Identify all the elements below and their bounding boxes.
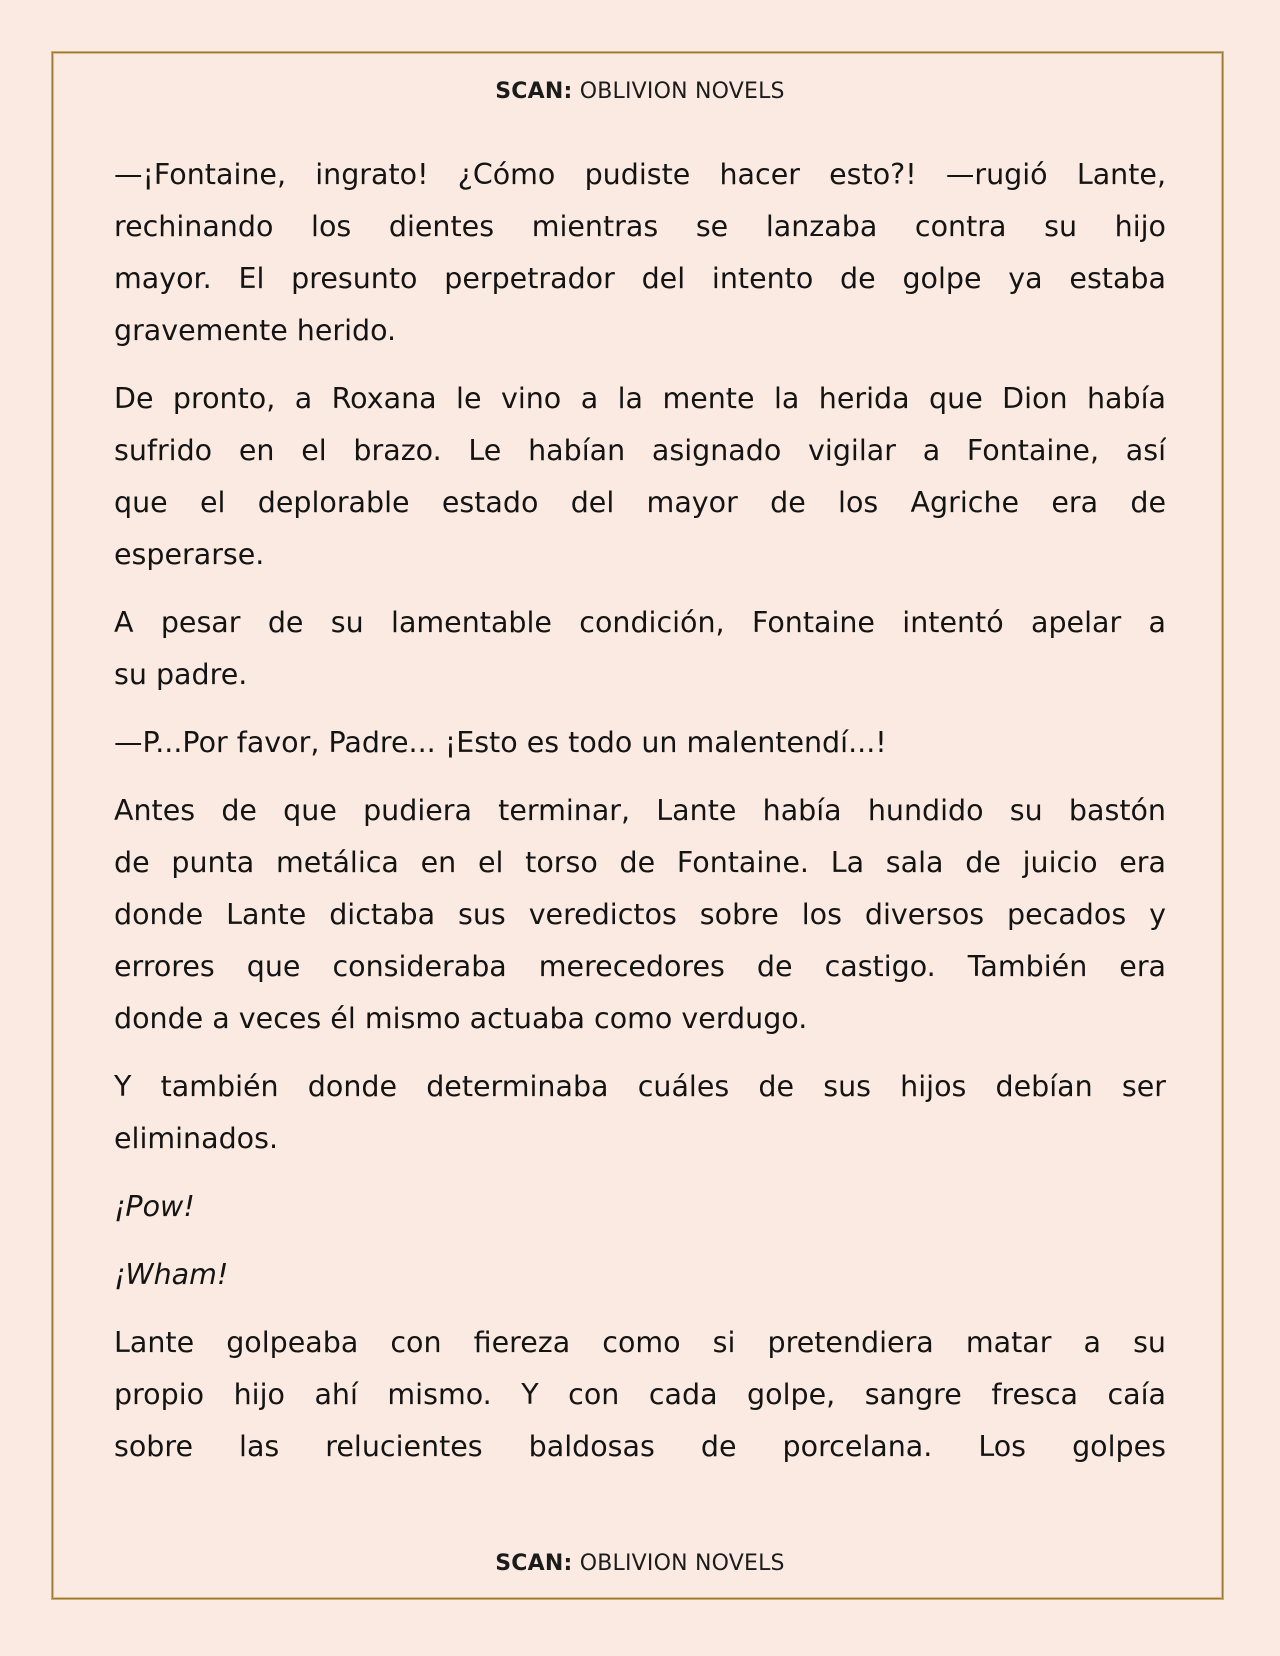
text-line: gravemente herido. bbox=[114, 314, 397, 347]
text-line: —P...Por favor, Padre... ¡Esto es todo un malentendí...! bbox=[114, 726, 887, 759]
text-line: sobre las relucientes baldosas de porcelana. Los golpes bbox=[114, 1430, 1166, 1463]
text-line: eliminados. bbox=[114, 1122, 279, 1155]
header-group-name: OBLIVION NOVELS bbox=[572, 79, 785, 104]
text-line: ¡Wham! bbox=[114, 1258, 229, 1291]
paragraph-sound-wham bbox=[114, 1249, 1166, 1301]
text-line: donde a veces él mismo actuaba como verdugo. bbox=[114, 1002, 808, 1035]
text-line: sufrido en el brazo. Le habían asignado vigilar a Fontaine, así bbox=[114, 434, 1166, 467]
paragraph-6 bbox=[114, 1061, 1166, 1165]
text-line: rechinando los dientes mientras se lanzaba contra su hijo bbox=[114, 210, 1166, 243]
text-line: donde Lante dictaba sus veredictos sobre los diversos pecados y bbox=[114, 898, 1166, 931]
text-line: esperarse. bbox=[114, 538, 265, 571]
header-scan-label: SCAN: bbox=[495, 79, 573, 104]
text-line: propio hijo ahí mismo. Y con cada golpe, sangre fresca caía bbox=[114, 1378, 1166, 1411]
paragraph-2 bbox=[114, 373, 1166, 581]
footer-group-name: OBLIVION NOVELS bbox=[572, 1551, 785, 1576]
paragraph-sound-pow bbox=[114, 1181, 1166, 1233]
text-line: Y también donde determinaba cuáles de sus hijos debían ser bbox=[114, 1070, 1166, 1103]
text-line: A pesar de su lamentable condición, Fontaine intentó apelar a bbox=[114, 606, 1166, 639]
text-line: errores que consideraba merecedores de castigo. También era bbox=[114, 950, 1166, 983]
page-body bbox=[114, 149, 1166, 1489]
footer-scan-label: SCAN: bbox=[495, 1551, 573, 1576]
text-line: mayor. El presunto perpetrador del intento de golpe ya estaba bbox=[114, 262, 1166, 295]
text-line: su padre. bbox=[114, 658, 248, 691]
text-line: que el deplorable estado del mayor de los Agriche era de bbox=[114, 486, 1166, 519]
text-line: de punta metálica en el torso de Fontaine. La sala de juicio era bbox=[114, 846, 1166, 879]
text-line: ¡Pow! bbox=[114, 1190, 195, 1223]
paragraph-1 bbox=[114, 149, 1166, 357]
paragraph-5 bbox=[114, 785, 1166, 1045]
paragraph-4 bbox=[114, 717, 1166, 769]
page-footer bbox=[0, 1551, 1280, 1577]
text-line: Lante golpeaba con fiereza como si pretendiera matar a su bbox=[114, 1326, 1166, 1359]
paragraph-3 bbox=[114, 597, 1166, 701]
page-header bbox=[0, 79, 1280, 105]
text-line: —¡Fontaine, ingrato! ¿Cómo pudiste hacer esto?! —rugió Lante, bbox=[114, 158, 1166, 191]
paragraph-9 bbox=[114, 1317, 1166, 1473]
text-line: Antes de que pudiera terminar, Lante había hundido su bastón bbox=[114, 794, 1166, 827]
text-line: De pronto, a Roxana le vino a la mente la herida que Dion había bbox=[114, 382, 1166, 415]
